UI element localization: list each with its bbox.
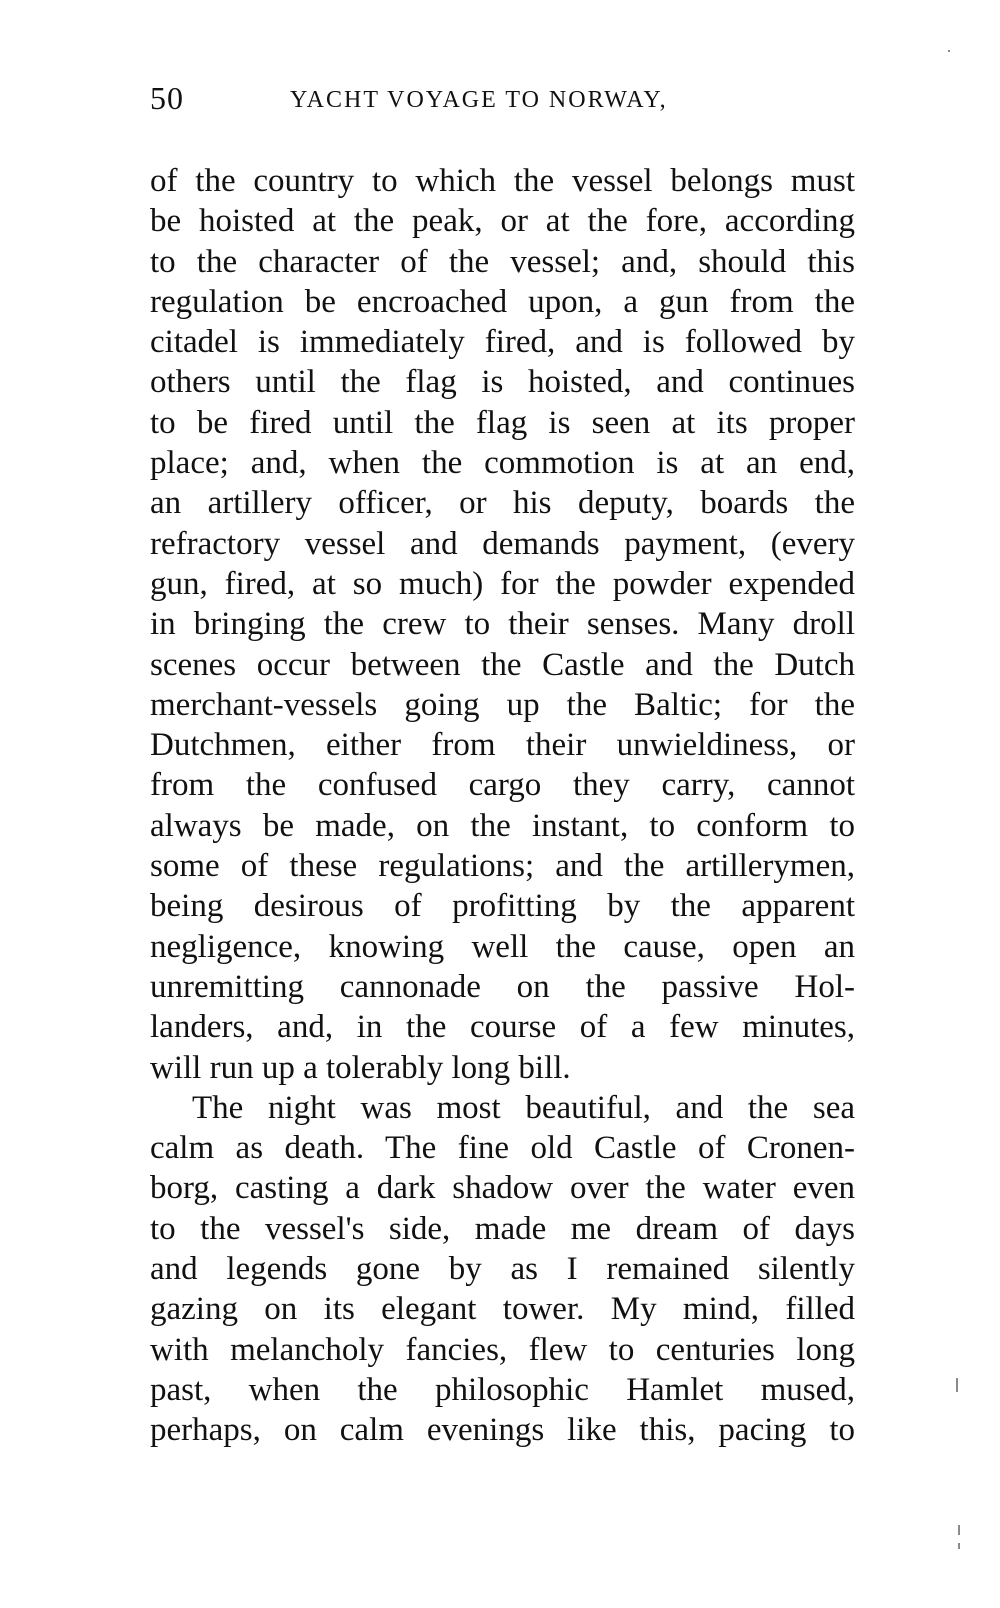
text-line: to the vessel's side, made me dream of days bbox=[150, 1210, 855, 1247]
text-line: refractory vessel and demands payment, (every bbox=[150, 525, 855, 562]
text-line: be hoisted at the peak, or at the fore, according bbox=[150, 203, 855, 240]
text-line: borg, casting a dark shadow over the water even bbox=[150, 1170, 855, 1207]
text-line: unremitting cannonade on the passive Hol- bbox=[150, 968, 855, 1005]
paragraph-2 bbox=[150, 1088, 855, 1451]
page-number: 50 bbox=[150, 80, 184, 116]
text-line: scenes occur between the Castle and the Dutch bbox=[150, 646, 855, 683]
text-line: gun, fired, at so much) for the powder expended bbox=[150, 565, 855, 602]
text-line: from the confused cargo they carry, cannot bbox=[150, 767, 855, 804]
body-text bbox=[150, 161, 855, 1451]
text-line: and legends gone by as I remained silently bbox=[150, 1251, 855, 1288]
scan-speck bbox=[956, 1378, 958, 1392]
text-line: citadel is immediately fired, and is followed by bbox=[150, 324, 855, 361]
text-line: The night was most beautiful, and the sea bbox=[192, 1089, 855, 1126]
running-head bbox=[150, 80, 855, 120]
text-line: others until the flag is hoisted, and continues bbox=[150, 364, 855, 401]
scan-speck bbox=[958, 1525, 960, 1535]
text-line: past, when the philosophic Hamlet mused, bbox=[150, 1371, 855, 1408]
scan-speck bbox=[958, 1543, 960, 1549]
text-line: perhaps, on calm evenings like this, pacing to bbox=[150, 1412, 855, 1449]
text-line: in bringing the crew to their senses. Many droll bbox=[150, 606, 855, 643]
text-line: always be made, on the instant, to conform to bbox=[150, 807, 855, 844]
text-line: an artillery officer, or his deputy, boards the bbox=[150, 485, 855, 522]
text-line: negligence, knowing well the cause, open an bbox=[150, 928, 855, 965]
text-line: Dutchmen, either from their unwieldiness, or bbox=[150, 727, 855, 764]
text-line: regulation be encroached upon, a gun from the bbox=[150, 283, 855, 320]
text-line: some of these regulations; and the artillerymen, bbox=[150, 848, 855, 885]
text-line: calm as death. The fine old Castle of Cronen- bbox=[150, 1130, 855, 1167]
text-line: to be fired until the flag is seen at its proper bbox=[150, 404, 855, 441]
text-line: place; and, when the commotion is at an end, bbox=[150, 445, 855, 482]
text-line: merchant-vessels going up the Baltic; for the bbox=[150, 686, 855, 723]
text-line: to the character of the vessel; and, should this bbox=[150, 243, 855, 280]
text-line: landers, and, in the course of a few minutes, bbox=[150, 1009, 855, 1046]
text-line: being desirous of profitting by the apparent bbox=[150, 888, 855, 925]
text-line: will run up a tolerably long bill. bbox=[150, 1049, 571, 1086]
paragraph-1 bbox=[150, 161, 855, 1088]
text-line: gazing on its elegant tower. My mind, filled bbox=[150, 1291, 855, 1328]
text-line: with melancholy fancies, flew to centuries long bbox=[150, 1331, 855, 1368]
scan-speck bbox=[948, 50, 950, 52]
text-line: of the country to which the vessel belongs must bbox=[150, 163, 855, 199]
running-title: YACHT VOYAGE TO NORWAY, bbox=[290, 87, 668, 113]
